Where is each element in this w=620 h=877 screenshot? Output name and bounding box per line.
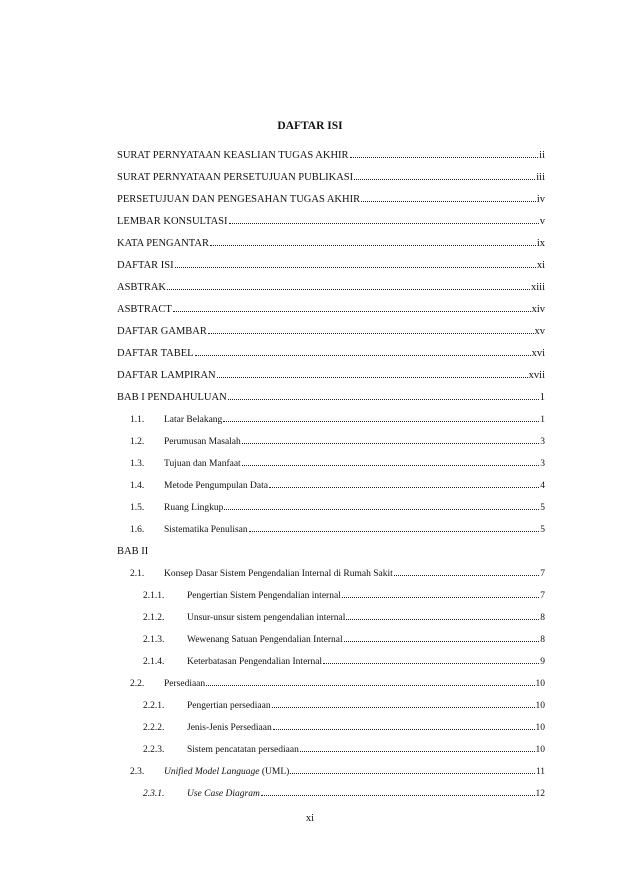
toc-entry-1-6[interactable] [130,517,545,535]
toc-entry-2-1-3[interactable] [143,627,545,645]
toc-entry-number: 1.3. [130,459,145,469]
toc-entry-page: 10 [535,745,545,755]
toc-entry-page: ii [539,150,545,161]
leader-dots [261,794,535,796]
toc-entry-number: 2.1. [130,569,145,579]
leader-dots [217,376,528,378]
toc-entry-bab-1[interactable] [117,385,545,403]
toc-entry-2-3-1[interactable] [143,781,545,799]
toc-entry-label-rest: (UML) [259,767,290,777]
toc-entry-page: 7 [540,591,545,601]
leader-dots [354,178,535,180]
toc-entry-page: 10 [535,679,545,689]
toc-entry-number: 1.1. [130,415,145,425]
toc-entry-number: 2.1.2. [143,613,165,623]
toc-entry-number: 2.2.2. [143,723,165,733]
leader-dots [208,332,534,334]
toc-entry-number: 2.2.1. [143,701,165,711]
toc-entry-label: Keterbatasan Pengendalian Internal [187,657,323,667]
leader-dots [175,266,536,268]
leader-dots [342,596,539,598]
leader-dots [344,640,540,642]
toc-entry-daftar-lampiran[interactable] [117,363,545,381]
toc-entry-page: 8 [540,635,545,645]
toc-entry-label: PERSETUJUAN DAN PENGESAHAN TUGAS AKHIR [117,194,361,205]
leader-dots [206,684,534,686]
leader-dots [224,508,539,510]
toc-entry-label: Tujuan dan Manfaat [164,459,241,469]
toc-entry-number: 1.2. [130,437,145,447]
toc-entry-label: Unsur-unsur sistem pengendalian internal [187,613,346,623]
toc-entry-label: SURAT PERNYATAAN PERSETUJUAN PUBLIKASI [117,172,354,183]
toc-entry-1-3[interactable] [130,451,545,469]
toc-entry-2-2[interactable] [130,671,545,689]
leader-dots [273,728,535,730]
toc-entry-label: BAB I PENDAHULUAN [117,392,227,403]
leader-dots [394,574,540,576]
toc-entry-bab-2[interactable] [117,539,545,557]
toc-entry-daftar-tabel[interactable] [117,341,545,359]
toc-entry-label: Pengertian persediaan [187,701,271,711]
toc-entry-page: iv [536,194,545,205]
leader-dots [361,200,536,202]
toc-entry-page: 9 [540,657,545,667]
toc-entry-1-5[interactable] [130,495,545,513]
leader-dots [300,750,535,752]
toc-entry-2-2-2[interactable] [143,715,545,733]
page-number: xi [305,813,315,824]
toc-entry-number: 2.1.3. [143,635,165,645]
toc-entry-number: 1.5. [130,503,145,513]
toc-entry-page: 1 [539,392,545,403]
toc-entry-label: Metode Pengumpulan Data [164,481,268,491]
leader-dots [173,310,531,312]
leader-dots [242,464,540,466]
toc-entry-label: SURAT PERNYATAAN KEASLIAN TUGAS AKHIR [117,150,349,161]
toc-entry-label: Jenis-Jenis Persediaan [187,723,272,733]
toc-entry-page: ix [536,238,545,249]
toc-entry-lembar-konsultasi[interactable] [117,209,545,227]
toc-entry-label: BAB II [117,546,149,557]
toc-entry-1-1[interactable] [130,407,545,425]
leader-dots [346,618,539,620]
toc-entry-number: 1.4. [130,481,145,491]
toc-entry-2-1[interactable] [130,561,545,579]
toc-entry-page: xiii [530,282,545,293]
leader-dots [223,420,539,422]
toc-entry-label: KATA PENGANTAR [117,238,209,249]
page-title: DAFTAR ISI [277,120,343,132]
toc-entry-page: xi [536,260,545,271]
toc-entry-page: 3 [540,459,545,469]
toc-entry-label: Use Case Diagram [187,789,260,799]
leader-dots [195,354,531,356]
toc-entry-label: Wewenang Satuan Pengendalian Internal [187,635,343,645]
leader-dots [269,486,539,488]
toc-entry-page: 1 [540,415,545,425]
leader-dots [290,772,535,774]
toc-entry-persetujuan[interactable] [117,187,545,205]
toc-entry-page: 10 [535,701,545,711]
toc-entry-2-3[interactable] [130,759,545,777]
toc-entry-page: 5 [540,503,545,513]
toc-entry-2-1-2[interactable] [143,605,545,623]
toc-entry-abstrak[interactable] [117,275,545,293]
toc-entry-1-2[interactable] [130,429,545,447]
leader-dots [167,288,530,290]
toc-entry-page: 4 [540,481,545,491]
leader-dots [210,244,536,246]
toc-entry-daftar-gambar[interactable] [117,319,545,337]
toc-entry-page: xiv [531,304,545,315]
toc-entry-page: xv [534,326,545,337]
leader-dots [272,706,535,708]
toc-entry-daftar-isi[interactable] [117,253,545,271]
toc-entry-label: Ruang Lingkup [164,503,224,513]
toc-entry-number: 2.2.3. [143,745,165,755]
toc-entry-number: 1.6. [130,525,145,535]
toc-entry-label: LEMBAR KONSULTASI [117,216,228,227]
toc-entry-page: iii [536,172,545,183]
toc-entry-page: 11 [535,767,545,777]
toc-entry-page: 5 [540,525,545,535]
toc-entry-surat-publikasi[interactable] [117,165,545,183]
toc-entry-label: DAFTAR GAMBAR [117,326,207,337]
toc-entry-number: 2.2. [130,679,145,689]
toc-entry-label: Persediaan [164,679,206,689]
toc-entry-label: Konsep Dasar Sistem Pengendalian Internal di Rumah Sakit [164,569,393,579]
toc-entry-label: ASBTRAK [117,282,167,293]
toc-entry-2-1-1[interactable] [143,583,545,601]
toc-entry-page: xvi [531,348,545,359]
toc-entry-page: 8 [540,613,545,623]
toc-entry-label: Sistem pencatatan persediaan [187,745,299,755]
leader-dots [229,222,539,224]
toc-entry-label: DAFTAR TABEL [117,348,194,359]
leader-dots [228,398,539,400]
toc-entry-page: xvii [528,370,545,381]
toc-entry-1-4[interactable] [130,473,545,491]
toc-entry-page: 3 [540,437,545,447]
toc-entry-label: ASBTRACT [117,304,172,315]
toc-entry-page: 12 [535,789,545,799]
toc-entry-surat-keaslian[interactable] [117,143,545,161]
toc-entry-number: 2.3.1. [143,789,165,799]
toc-entry-label-italic: Unified Model Language [164,767,260,777]
toc-entry-page: 7 [540,569,545,579]
leader-dots [323,662,539,664]
toc-entry-page: 10 [535,723,545,733]
toc-entry-abstract[interactable] [117,297,545,315]
leader-dots [242,442,539,444]
toc-entry-page: v [539,216,545,227]
toc-entry-kata-pengantar[interactable] [117,231,545,249]
toc-entry-number: 2.3. [130,767,145,777]
toc-entry-label: DAFTAR LAMPIRAN [117,370,216,381]
toc-entry-2-2-3[interactable] [143,737,545,755]
leader-dots [249,530,540,532]
toc-entry-2-1-4[interactable] [143,649,545,667]
toc-entry-number: 2.1.1. [143,591,165,601]
toc-entry-label: Latar Belakang [164,415,223,425]
toc-entry-2-2-1[interactable] [143,693,545,711]
toc-entry-label: Sistematika Penulisan [164,525,248,535]
toc-entry-label: DAFTAR ISI [117,260,174,271]
toc-entry-label [164,767,289,777]
toc-entry-label: Pengertian Sistem Pengendalian internal [187,591,341,601]
toc-entry-number: 2.1.4. [143,657,165,667]
toc-entry-label: Perumusan Masalah [164,437,241,447]
leader-dots [350,156,539,158]
